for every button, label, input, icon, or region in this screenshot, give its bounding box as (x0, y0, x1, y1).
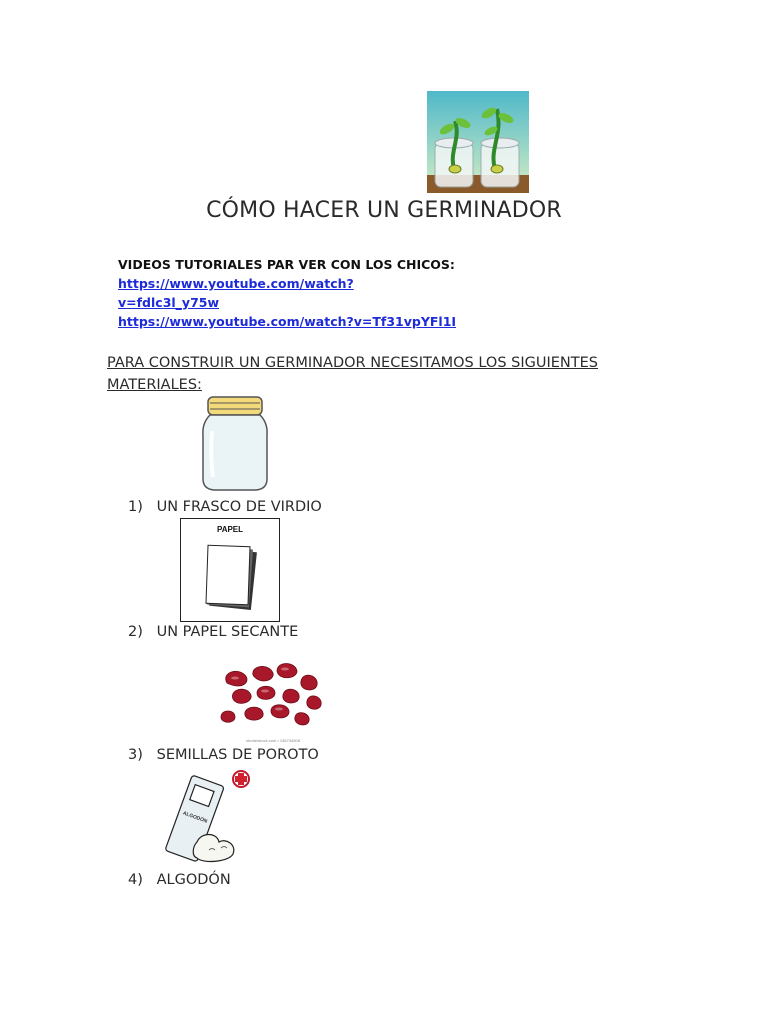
materials-intro (107, 352, 627, 396)
video-link-1-part-1[interactable]: https://www.youtube.com/watch? (118, 276, 354, 291)
paper-icon-text: PAPEL (216, 525, 244, 534)
videos-label: VIDEOS TUTORIALES PAR VER CON LOS CHICOS: (118, 257, 455, 272)
glass-jar-icon (200, 395, 270, 493)
material-label: SEMILLAS DE POROTO (156, 747, 319, 763)
material-label: ALGODÓN (156, 872, 231, 888)
beans-icon (213, 645, 333, 745)
material-item-4 (128, 872, 231, 888)
video-link-1[interactable] (118, 276, 354, 310)
material-label: UN PAPEL SECANTE (156, 624, 299, 640)
material-label: UN FRASCO DE VIRDIO (156, 499, 322, 515)
material-number: 4) (128, 872, 143, 888)
cotton-pack-text: ALGODÓN (181, 810, 209, 825)
video-link-1-part-2[interactable]: v=fdlc3l_y75w (118, 295, 220, 310)
material-item-3 (128, 747, 319, 763)
intro-line-1: PARA CONSTRUIR UN GERMINADOR NECESITAMOS LOS SIGUIENTES (107, 355, 598, 371)
cotton-pack-icon (155, 768, 255, 866)
video-link-2[interactable]: https://www.youtube.com/watch?v=Tf31vpYFl1I (118, 314, 457, 329)
video-tutorials (118, 255, 608, 331)
page-title: CÓMO HACER UN GERMINADOR (206, 198, 562, 223)
intro-colon: : (197, 377, 202, 393)
intro-line-2: MATERIALES (107, 377, 198, 393)
material-item-1 (128, 499, 322, 515)
germinator-header-image (427, 91, 529, 193)
material-number: 3) (128, 747, 143, 763)
material-number: 1) (128, 499, 143, 515)
material-number: 2) (128, 624, 143, 640)
beans-image-caption: shutterstock.com • 136734908 (246, 738, 300, 743)
material-item-2 (128, 624, 298, 640)
paper-stack-icon (180, 518, 280, 622)
